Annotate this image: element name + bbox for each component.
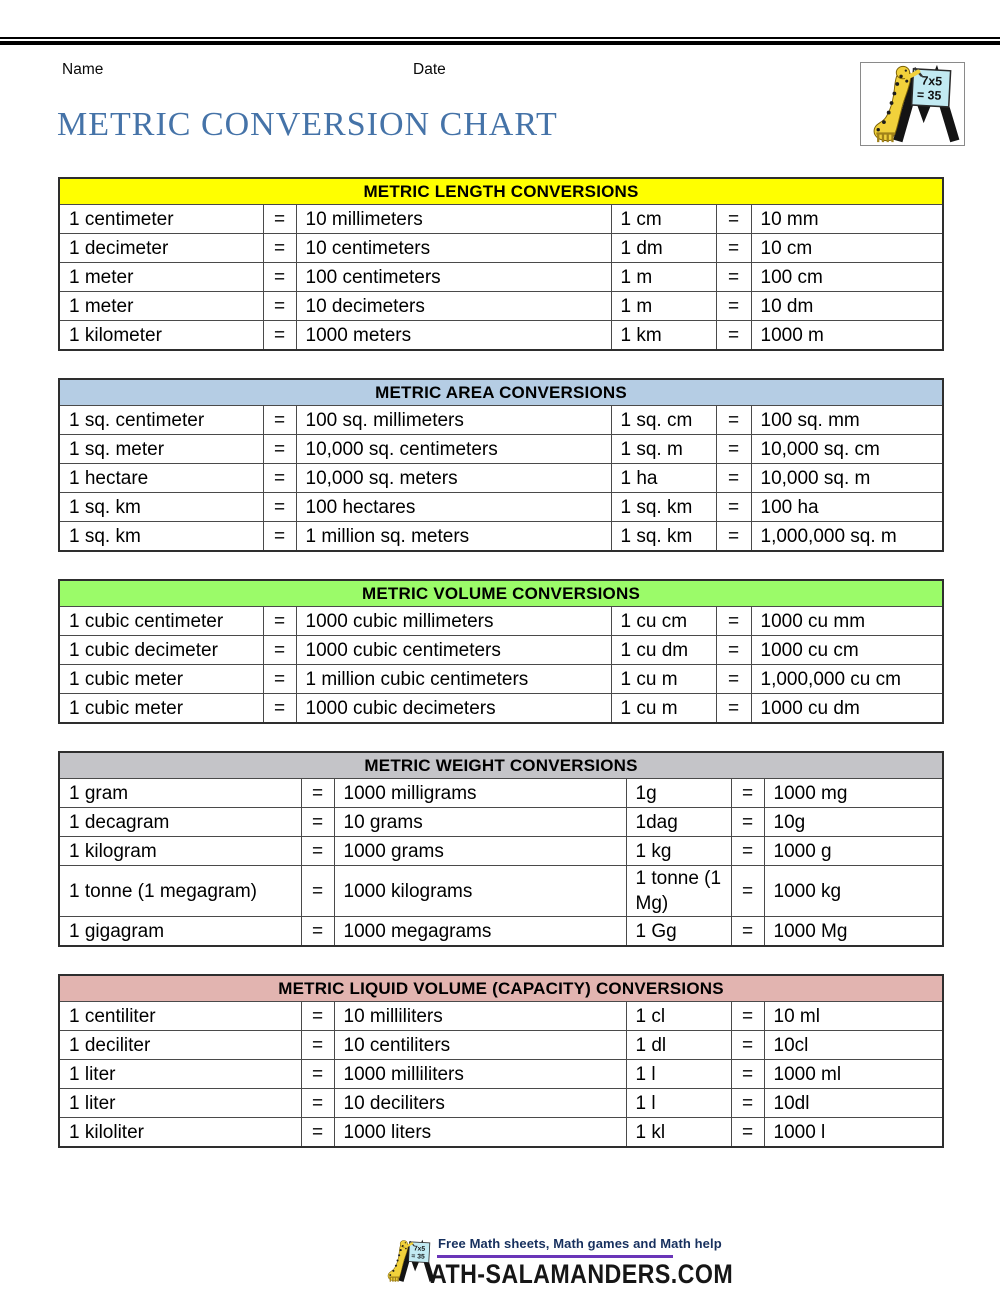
value-cell: 1 sq. km [611, 522, 716, 552]
table-row [59, 837, 943, 866]
table-row [59, 292, 943, 321]
top-divider [0, 37, 1000, 45]
math-salamanders-logo [860, 62, 965, 146]
equals-cell: = [716, 636, 751, 665]
equals-cell: = [263, 665, 296, 694]
equals-cell: = [263, 205, 296, 234]
value-cell: 1 sq. km [59, 493, 263, 522]
value-cell: 1g [626, 779, 731, 808]
value-cell: 1 cubic meter [59, 665, 263, 694]
equals-cell: = [731, 866, 764, 917]
value-cell: 1 centimeter [59, 205, 263, 234]
equals-cell: = [263, 435, 296, 464]
equals-cell: = [731, 779, 764, 808]
value-cell: 1000 cubic decimeters [296, 694, 611, 724]
value-cell: 1 gram [59, 779, 301, 808]
value-cell: 1 ha [611, 464, 716, 493]
value-cell: 1000 l [764, 1118, 943, 1148]
salamander-mascot-icon [383, 1232, 435, 1290]
value-cell: 1 tonne (1 Mg) [626, 866, 731, 917]
value-cell: 1 sq. centimeter [59, 406, 263, 435]
value-cell: 100 sq. millimeters [296, 406, 611, 435]
equals-cell: = [716, 522, 751, 552]
equals-cell: = [301, 1118, 334, 1148]
value-cell: 1 dl [626, 1031, 731, 1060]
value-cell: 10 dm [751, 292, 943, 321]
table-title: METRIC AREA CONVERSIONS [59, 379, 943, 406]
value-cell: 1 million cubic centimeters [296, 665, 611, 694]
equals-cell: = [731, 808, 764, 837]
table-row [59, 263, 943, 292]
equals-cell: = [263, 263, 296, 292]
equals-cell: = [263, 636, 296, 665]
value-cell: 1000 Mg [764, 917, 943, 947]
value-cell: 10 centimeters [296, 234, 611, 263]
value-cell: 1 cubic centimeter [59, 607, 263, 636]
conversion-table [58, 378, 944, 552]
value-cell: 1 liter [59, 1089, 301, 1118]
value-cell: 10g [764, 808, 943, 837]
value-cell: 10dl [764, 1089, 943, 1118]
equals-cell: = [263, 321, 296, 351]
equals-cell: = [731, 1060, 764, 1089]
footer [0, 1230, 1000, 1294]
table-title: METRIC VOLUME CONVERSIONS [59, 580, 943, 607]
value-cell: 1000 cu dm [751, 694, 943, 724]
value-cell: 1 kg [626, 837, 731, 866]
value-cell: 10 centiliters [334, 1031, 626, 1060]
value-cell: 1 million sq. meters [296, 522, 611, 552]
salamander-mascot-icon [862, 64, 963, 144]
equals-cell: = [716, 205, 751, 234]
table-row [59, 205, 943, 234]
value-cell: 1,000,000 sq. m [751, 522, 943, 552]
value-cell: 10,000 sq. m [751, 464, 943, 493]
value-cell: 10 milliliters [334, 1002, 626, 1031]
value-cell: 1 tonne (1 megagram) [59, 866, 301, 917]
value-cell: 1000 cubic centimeters [296, 636, 611, 665]
equals-cell: = [301, 808, 334, 837]
value-cell: 1 l [626, 1060, 731, 1089]
value-cell: 1000 milliliters [334, 1060, 626, 1089]
equals-cell: = [731, 917, 764, 947]
table-row [59, 917, 943, 947]
value-cell: 1000 cu mm [751, 607, 943, 636]
equals-cell: = [716, 234, 751, 263]
value-cell: 1 hectare [59, 464, 263, 493]
table-row [59, 435, 943, 464]
value-cell: 1 kiloliter [59, 1118, 301, 1148]
equals-cell: = [716, 665, 751, 694]
conversion-table [58, 751, 944, 947]
value-cell: 1000 ml [764, 1060, 943, 1089]
equals-cell: = [263, 522, 296, 552]
equals-cell: = [731, 1089, 764, 1118]
page-title: METRIC CONVERSION CHART [57, 106, 558, 143]
equals-cell: = [263, 607, 296, 636]
table-row [59, 1060, 943, 1089]
table-title: METRIC LIQUID VOLUME (CAPACITY) CONVERSIONS [59, 975, 943, 1002]
value-cell: 100 cm [751, 263, 943, 292]
value-cell: 100 hectares [296, 493, 611, 522]
equals-cell: = [716, 464, 751, 493]
value-cell: 1 sq. km [59, 522, 263, 552]
value-cell: 1000 g [764, 837, 943, 866]
value-cell: 1000 meters [296, 321, 611, 351]
equals-cell: = [716, 607, 751, 636]
table-title: METRIC LENGTH CONVERSIONS [59, 178, 943, 205]
value-cell: 10 cm [751, 234, 943, 263]
table-row [59, 636, 943, 665]
value-cell: 1000 kg [764, 866, 943, 917]
value-cell: 1 l [626, 1089, 731, 1118]
value-cell: 1 kilometer [59, 321, 263, 351]
equals-cell: = [716, 263, 751, 292]
value-cell: 1 cl [626, 1002, 731, 1031]
value-cell: 1 cubic decimeter [59, 636, 263, 665]
value-cell: 10 deciliters [334, 1089, 626, 1118]
value-cell: 1 gigagram [59, 917, 301, 947]
equals-cell: = [301, 837, 334, 866]
value-cell: 10,000 sq. meters [296, 464, 611, 493]
value-cell: 10 grams [334, 808, 626, 837]
equals-cell: = [301, 917, 334, 947]
conversion-table [58, 974, 944, 1148]
value-cell: 10 decimeters [296, 292, 611, 321]
value-cell: 1dag [626, 808, 731, 837]
equals-cell: = [716, 694, 751, 724]
equals-cell: = [716, 493, 751, 522]
value-cell: 1 deciliter [59, 1031, 301, 1060]
equals-cell: = [263, 292, 296, 321]
table-row [59, 234, 943, 263]
equals-cell: = [731, 837, 764, 866]
value-cell: 1000 m [751, 321, 943, 351]
table-row [59, 522, 943, 552]
equals-cell: = [301, 1060, 334, 1089]
equals-cell: = [716, 435, 751, 464]
value-cell: 1000 grams [334, 837, 626, 866]
equals-cell: = [263, 464, 296, 493]
table-row [59, 406, 943, 435]
table-row [59, 321, 943, 351]
equals-cell: = [731, 1002, 764, 1031]
value-cell: 1 decagram [59, 808, 301, 837]
equals-cell: = [263, 493, 296, 522]
table-title: METRIC WEIGHT CONVERSIONS [59, 752, 943, 779]
table-row [59, 1002, 943, 1031]
equals-cell: = [301, 1002, 334, 1031]
value-cell: 1 meter [59, 292, 263, 321]
date-label: Date [413, 61, 446, 78]
value-cell: 1000 mg [764, 779, 943, 808]
value-cell: 1000 kilograms [334, 866, 626, 917]
equals-cell: = [301, 866, 334, 917]
value-cell: 100 centimeters [296, 263, 611, 292]
conversion-tables [58, 177, 942, 1175]
value-cell: 1 sq. meter [59, 435, 263, 464]
value-cell: 1 Gg [626, 917, 731, 947]
value-cell: 1000 cu cm [751, 636, 943, 665]
value-cell: 1 km [611, 321, 716, 351]
equals-cell: = [731, 1031, 764, 1060]
equals-cell: = [716, 321, 751, 351]
value-cell: 100 sq. mm [751, 406, 943, 435]
name-label: Name [62, 61, 104, 78]
value-cell: 1 cu m [611, 694, 716, 724]
value-cell: 1 cu m [611, 665, 716, 694]
value-cell: 1 meter [59, 263, 263, 292]
value-cell: 1 cu dm [611, 636, 716, 665]
equals-cell: = [301, 1031, 334, 1060]
equals-cell: = [716, 292, 751, 321]
value-cell: 1 cu cm [611, 607, 716, 636]
conversion-table [58, 579, 944, 724]
value-cell: 1 dm [611, 234, 716, 263]
footer-underline [437, 1255, 673, 1258]
value-cell: 1 liter [59, 1060, 301, 1089]
footer-site-name: ATH-SALAMANDERS.COM [430, 1259, 734, 1289]
value-cell: 1 cubic meter [59, 694, 263, 724]
value-cell: 1 cm [611, 205, 716, 234]
equals-cell: = [301, 1089, 334, 1118]
value-cell: 1 kilogram [59, 837, 301, 866]
equals-cell: = [716, 406, 751, 435]
value-cell: 1000 cubic millimeters [296, 607, 611, 636]
value-cell: 1 centiliter [59, 1002, 301, 1031]
equals-cell: = [263, 694, 296, 724]
conversion-table [58, 177, 944, 351]
table-row [59, 694, 943, 724]
value-cell: 1000 milligrams [334, 779, 626, 808]
table-row [59, 1118, 943, 1148]
value-cell: 10,000 sq. cm [751, 435, 943, 464]
value-cell: 1,000,000 cu cm [751, 665, 943, 694]
value-cell: 1000 megagrams [334, 917, 626, 947]
equals-cell: = [731, 1118, 764, 1148]
footer-logo [383, 1232, 435, 1290]
value-cell: 1 sq. m [611, 435, 716, 464]
table-row [59, 779, 943, 808]
value-cell: 10,000 sq. centimeters [296, 435, 611, 464]
table-row [59, 607, 943, 636]
equals-cell: = [301, 779, 334, 808]
value-cell: 1 kl [626, 1118, 731, 1148]
value-cell: 1 sq. cm [611, 406, 716, 435]
value-cell: 1 m [611, 292, 716, 321]
table-row [59, 1031, 943, 1060]
table-row [59, 493, 943, 522]
table-row [59, 665, 943, 694]
table-row [59, 1089, 943, 1118]
equals-cell: = [263, 234, 296, 263]
table-row [59, 808, 943, 837]
value-cell: 1000 liters [334, 1118, 626, 1148]
value-cell: 10cl [764, 1031, 943, 1060]
table-row [59, 464, 943, 493]
table-row [59, 866, 943, 917]
value-cell: 1 m [611, 263, 716, 292]
equals-cell: = [263, 406, 296, 435]
value-cell: 10 mm [751, 205, 943, 234]
value-cell: 10 ml [764, 1002, 943, 1031]
value-cell: 1 decimeter [59, 234, 263, 263]
value-cell: 1 sq. km [611, 493, 716, 522]
value-cell: 100 ha [751, 493, 943, 522]
footer-tagline: Free Math sheets, Math games and Math help [438, 1236, 722, 1251]
value-cell: 10 millimeters [296, 205, 611, 234]
